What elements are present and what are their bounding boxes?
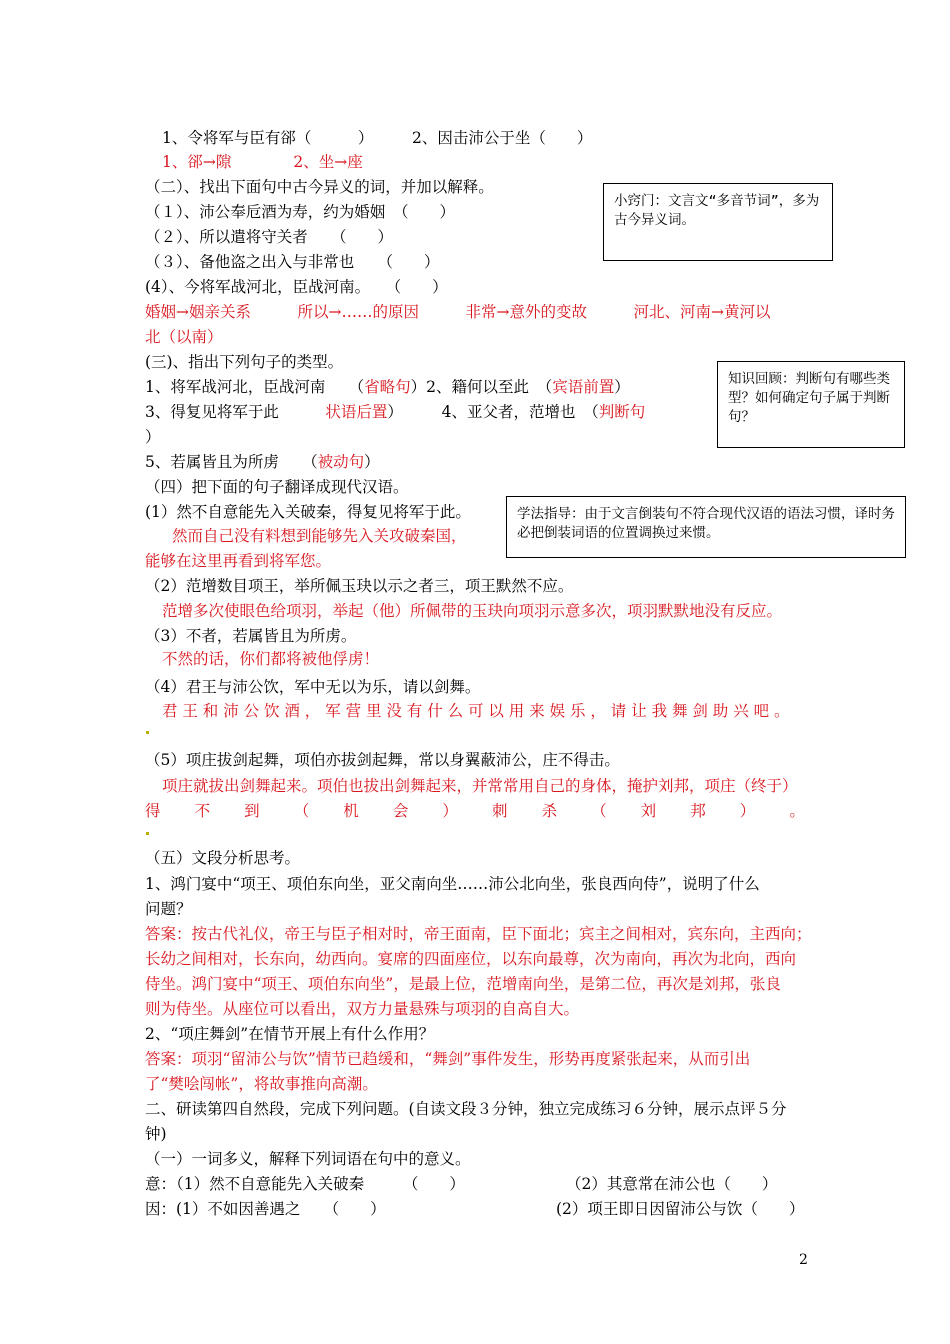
q14-text-b: ） <box>364 453 380 471</box>
q12-text-a: 3、得复见将军于此 <box>145 403 326 421</box>
answer-line-34: 则为侍坐。从座位可以看出，双方力量悬殊与项羽的自高自大。 <box>145 1000 580 1018</box>
justified-char: （ <box>591 802 607 820</box>
page-number: 2 <box>799 1252 808 1268</box>
q12-answer-a: 状语后置 <box>325 403 388 421</box>
justified-char: ） <box>739 802 756 820</box>
q-line-25: （5）项庄拔剑起舞，项伯亦拔剑起舞，常以身翼蔽沛公，庄不得击。 <box>145 751 620 769</box>
q-line-7: (4）、今将军战河北，臣战河南。 （ ） <box>145 278 448 296</box>
q-line-19: （2）范增数目项王，举所佩玉玦以示之者三，项王默然不应。 <box>145 577 574 595</box>
justified-char: 得 <box>145 802 161 820</box>
q-line-14 <box>145 451 380 473</box>
guide-box: 学法指导：由于文言倒装句不符合现代汉语的语法习惯，译时务必把倒装词语的位置调换过来惯。 <box>506 496 906 558</box>
q-line-11 <box>145 376 630 398</box>
answer-line-8: 婚姻→姻亲关系 所以→……的原因 非常→意外的变故 河北、河南→黄河以 <box>145 303 771 321</box>
answer-line-2: 1、郤→隙 2、坐→座 <box>162 153 363 171</box>
q12-answer-b: 判断句 <box>598 403 646 421</box>
answer-line-20: 范增多次使眼色给项羽，举起（他）所佩带的玉玦向项羽示意多次，项羽默默地没有反应。 <box>162 602 783 620</box>
justified-char: 会 <box>392 802 409 820</box>
answer-line-36: 答案：项羽“留沛公与饮”情节已趋缓和，“舞剑”事件发生，形势再度紧张起来，从而引出 <box>145 1050 751 1068</box>
section-5-heading: （五）文段分析思考。 <box>145 849 301 867</box>
subsection-1-heading: （一）一词多义，解释下列词语在句中的意义。 <box>145 1150 471 1168</box>
answer-line-9: 北（以南） <box>145 328 223 346</box>
tip-box: 小窍门：文言文“多音节词”，多为古今异义词。 <box>603 183 833 261</box>
q-line-4: （１）、沛公奉卮酒为寿，约为婚姻 （ ） <box>145 203 456 221</box>
answer-line-27 <box>145 800 805 822</box>
justified-char: 。 <box>789 802 805 820</box>
answer-line-22: 不然的话，你们都将被他俘虏！ <box>162 650 380 668</box>
part-2-heading: 二、研读第四自然段，完成下列问题。(自读文段３分钟，独立完成练习６分钟，展示点评５分 <box>145 1100 787 1118</box>
marker-dot <box>146 832 149 835</box>
justified-char: 不 <box>194 802 211 820</box>
q-line-35: 2、“项庄舞剑”在情节开展上有什么作用？ <box>145 1025 435 1043</box>
answer-line-17: 然而自己没有料想到能够先入关攻破秦国， <box>172 527 467 545</box>
q-line-30: 问题？ <box>145 900 192 918</box>
answer-line-33: 侍坐。鸿门宴中“项王、项伯东向坐”，是最上位，范增南向坐，是第二位，再次是刘邦，张良 <box>145 975 781 993</box>
answer-line-31: 答案：按古代礼仪，帝王与臣子相对时，帝王面南，臣下面北；宾主之间相对，宾东向，主西向； <box>145 925 812 943</box>
justified-char: 杀 <box>541 802 558 820</box>
q-line-5: （２）、所以遣将守关者 （ ） <box>145 228 394 246</box>
q-line-1b: 2、因击沛公于坐（ ） <box>412 129 593 147</box>
section-4-heading: （四）把下面的句子翻译成现代汉语。 <box>145 478 409 496</box>
review-box: 知识回顾：判断句有哪些类型？如何确定句子属于判断句？ <box>717 361 905 448</box>
section-2-heading: （二）、找出下面句中古今异义的词，并加以解释。 <box>145 178 494 196</box>
marker-dot <box>146 731 149 734</box>
q-line-29: 1、鸿门宴中“项王、项伯东向坐，亚父南向坐……沛公北向坐，张良西向侍”，说明了什么 <box>145 875 760 893</box>
q12-text-b: ） 4、亚父者，范增也 （ <box>387 403 599 421</box>
q11-answer-b: 宾语前置 <box>552 378 615 396</box>
answer-line-18: 能够在这里再看到将军您。 <box>145 552 332 570</box>
q-line-41a: 意：（1）然不自意能先入关破秦 （ ） <box>145 1175 465 1193</box>
justified-char: 刘 <box>640 802 657 820</box>
q-line-23: （4）君王与沛公饮，军中无以为乐，请以剑舞。 <box>145 678 481 696</box>
q-line-42b: (2）项王即日因留沛公与饮（ ） <box>556 1200 805 1218</box>
answer-line-24: 君王和沛公饮酒，军营里没有什么可以用来娱乐，请让我舞剑助兴吧。 <box>162 702 795 720</box>
q11-text-b: ）2、籍何以至此 （ <box>410 378 553 396</box>
q-line-1a: 1、令将军与臣有郤（ ） <box>162 129 374 147</box>
q-line-21: （3）不者，若属皆且为所虏。 <box>145 627 357 645</box>
q-line-13: ） <box>145 428 161 446</box>
justified-char: 到 <box>244 802 260 820</box>
q11-text-c: ） <box>614 378 630 396</box>
justified-char: 机 <box>343 802 359 820</box>
justified-char: （ <box>293 802 310 820</box>
q-line-16: (1）然不自意能先入关破秦，得复见将军于此。 <box>145 503 471 521</box>
q-line-6: （３）、备他盗之出入与非常也 （ ） <box>145 253 440 271</box>
answer-line-32: 长幼之间相对，长东向，幼西向。宴席的四面座位，以东向最尊，次为南向，再次为北向，西向 <box>145 950 797 968</box>
q-line-41b: （2）其意常在沛公也（ ） <box>566 1175 778 1193</box>
justified-char: 邦 <box>690 802 706 820</box>
part-2-heading-cont: 钟) <box>145 1125 167 1143</box>
justified-char: 刺 <box>491 802 508 820</box>
q11-answer-a: 省略句 <box>364 378 411 396</box>
section-3-heading: (三)、指出下列句子的类型。 <box>145 353 344 371</box>
q-line-12 <box>145 401 645 423</box>
justified-char: ） <box>442 802 458 820</box>
q14-text-a: 5、若属皆且为所虏 （ <box>145 453 318 471</box>
answer-line-37: 了“樊哙闯帐”，将故事推向高潮。 <box>145 1075 378 1093</box>
q11-text-a: 1、将军战河北，臣战河南 （ <box>145 378 365 396</box>
answer-line-26: 项庄就拔出剑舞起来。项伯也拔出剑舞起来，并常常用自己的身体，掩护刘邦，项庄（终于） <box>162 777 798 795</box>
q14-answer: 被动句 <box>317 453 365 471</box>
q-line-42a: 因：(1）不如因善遇之 （ ） <box>145 1200 386 1218</box>
